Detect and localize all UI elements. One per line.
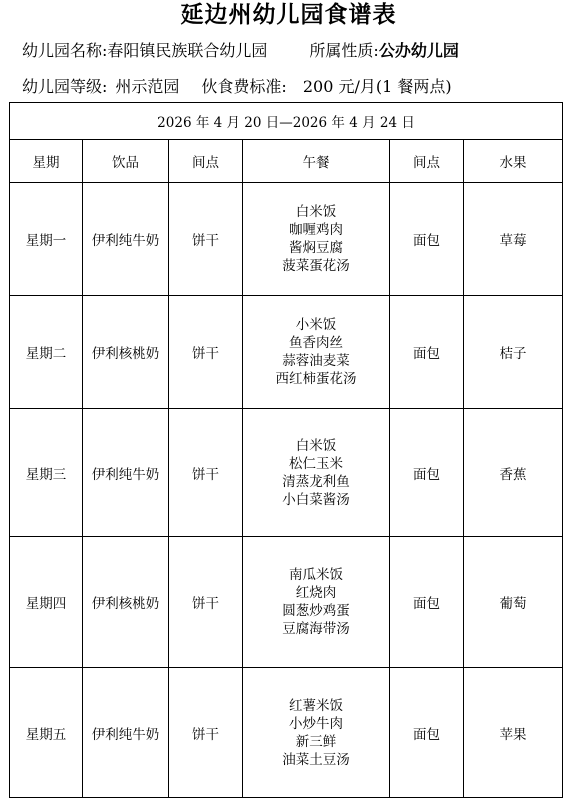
lunch-item: 红烧肉 xyxy=(295,585,337,601)
lunch-item: 蒜蓉油麦菜 xyxy=(282,353,350,369)
day-cell: 星期一 xyxy=(10,183,83,296)
fruit-cell: 香蕉 xyxy=(464,409,563,537)
column-header-drink: 饮品 xyxy=(83,140,169,183)
lunch-item: 小白菜酱汤 xyxy=(282,491,350,508)
day-cell: 星期四 xyxy=(10,537,83,668)
column-header-day: 星期 xyxy=(10,140,83,183)
day-cell: 星期三 xyxy=(10,409,83,537)
header-row xyxy=(10,140,563,183)
lunch-cell xyxy=(243,668,390,798)
lunch-cell xyxy=(243,296,390,409)
info-line-2 xyxy=(22,76,452,98)
table-row xyxy=(10,668,563,798)
lunch-item: 松仁玉米 xyxy=(289,455,343,472)
menu-table xyxy=(9,102,563,798)
lunch-item: 菠菜蛋花汤 xyxy=(282,258,350,274)
lunch-item: 豆腐海带汤 xyxy=(282,621,350,637)
lunch-item: 白米饭 xyxy=(295,204,337,220)
kindergarten-name-label: 幼儿园名称: xyxy=(22,41,108,60)
column-header-lunch: 午餐 xyxy=(243,140,390,183)
snack-morning-cell: 饼干 xyxy=(169,668,243,798)
snack-morning-cell: 饼干 xyxy=(169,537,243,668)
page-title: 延边州幼儿园食谱表 xyxy=(180,1,397,28)
meal-fee-label: 伙食费标准: xyxy=(201,77,287,96)
lunch-item: 南瓜米饭 xyxy=(289,567,343,583)
snack-morning-cell: 饼干 xyxy=(169,183,243,296)
kindergarten-grade-label: 幼儿园等级: xyxy=(22,77,108,96)
fruit-cell: 苹果 xyxy=(464,668,563,798)
lunch-item: 小炒牛肉 xyxy=(289,715,343,732)
kindergarten-type-label: 所属性质: xyxy=(309,41,379,60)
lunch-item: 新三鲜 xyxy=(295,733,337,750)
fruit-cell: 葡萄 xyxy=(464,537,563,668)
lunch-item: 鱼香肉丝 xyxy=(289,335,343,351)
lunch-cell xyxy=(243,537,390,668)
column-header-snack-afternoon: 间点 xyxy=(390,140,464,183)
lunch-item: 小米饭 xyxy=(295,317,337,333)
kindergarten-grade-value: 州示范园 xyxy=(115,77,180,96)
lunch-item: 圆葱炒鸡蛋 xyxy=(282,603,350,619)
drink-cell: 伊利核桃奶 xyxy=(83,296,169,409)
snack-afternoon-cell: 面包 xyxy=(390,183,464,296)
snack-afternoon-cell: 面包 xyxy=(390,537,464,668)
table-row xyxy=(10,537,563,668)
lunch-item: 清蒸龙利鱼 xyxy=(282,473,350,490)
lunch-cell xyxy=(243,409,390,537)
lunch-cell xyxy=(243,183,390,296)
meal-fee-value: 200 元/月(1 餐两点) xyxy=(302,77,452,96)
lunch-item: 红薯米饭 xyxy=(289,697,343,714)
drink-cell: 伊利纯牛奶 xyxy=(83,183,169,296)
drink-cell: 伊利纯牛奶 xyxy=(83,409,169,537)
snack-morning-cell: 饼干 xyxy=(169,409,243,537)
info-line-1 xyxy=(22,40,459,62)
lunch-item: 西红柿蛋花汤 xyxy=(275,371,357,387)
day-cell: 星期五 xyxy=(10,668,83,798)
drink-cell: 伊利纯牛奶 xyxy=(83,668,169,798)
column-header-fruit: 水果 xyxy=(464,140,563,183)
date-row xyxy=(10,103,563,140)
column-header-snack-morning: 间点 xyxy=(169,140,243,183)
snack-morning-cell: 饼干 xyxy=(169,296,243,409)
snack-afternoon-cell: 面包 xyxy=(390,296,464,409)
lunch-item: 酱焖豆腐 xyxy=(289,240,343,256)
snack-afternoon-cell: 面包 xyxy=(390,409,464,537)
date-range: 2026 年 4 月 20 日—2026 年 4 月 24 日 xyxy=(10,103,563,140)
lunch-item: 油菜土豆汤 xyxy=(282,751,350,768)
lunch-item: 白米饭 xyxy=(295,437,337,454)
drink-cell: 伊利核桃奶 xyxy=(83,537,169,668)
table-row xyxy=(10,409,563,537)
fruit-cell: 桔子 xyxy=(464,296,563,409)
table-row xyxy=(10,183,563,296)
kindergarten-type-value: 公办幼儿园 xyxy=(378,41,459,60)
kindergarten-name-value: 春阳镇民族联合幼儿园 xyxy=(107,41,268,60)
snack-afternoon-cell: 面包 xyxy=(390,668,464,798)
fruit-cell: 草莓 xyxy=(464,183,563,296)
day-cell: 星期二 xyxy=(10,296,83,409)
lunch-item: 咖喱鸡肉 xyxy=(289,222,343,238)
table-row xyxy=(10,296,563,409)
